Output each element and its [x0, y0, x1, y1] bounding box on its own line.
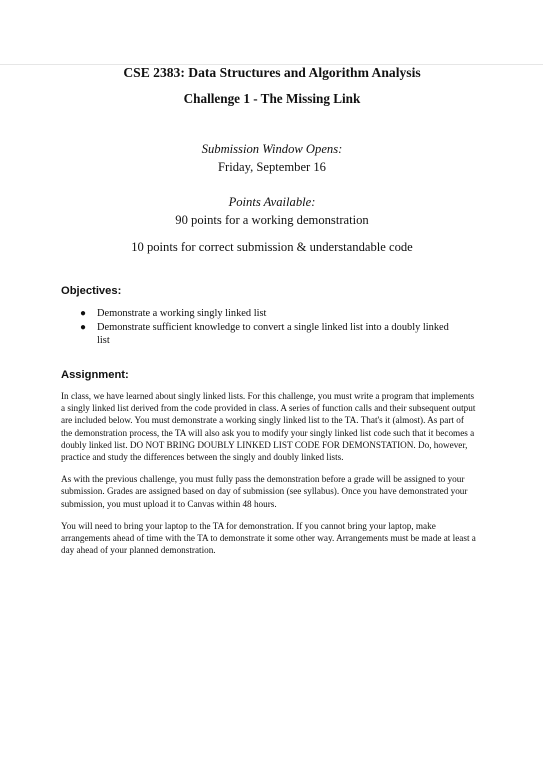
document-title: CSE 2383: Data Structures and Algorithm Analysis	[123, 65, 421, 80]
objective-text: Demonstrate sufficient knowledge to convert a single linked list into a doubly linked list	[97, 322, 449, 346]
objective-text: Demonstrate a working singly linked list	[97, 308, 267, 319]
list-item	[80, 321, 483, 347]
assignment-heading: Assignment:	[61, 369, 129, 381]
page-top-edge	[0, 64, 543, 65]
assignment-paragraph: As with the previous challenge, you must fully pass the demonstration before a grade will be assigned to your submission. Grades are assigned based on day of submission (see syllabus). Once you have demonstrated your submission, you must upload it to Canvas within 48 hours.	[61, 474, 468, 509]
points-available-label: Points Available:	[228, 195, 316, 209]
assignment-paragraph: In class, we have learned about singly linked lists. For this challenge, you must write a program that implements a singly linked list derived from the code provided in class. A series of function calls and their subsequent output are included below. You must demonstrate a working singly linked list to the TA. That's it (almost). As part of the demonstration process, the TA will also ask you to modify your singly linked list code such that it becomes a doubly linked list. DO NOT BRING DOUBLY LINKED LIST CODE FOR DEMONSTATION. Do, however, practice and study the differences between the singly and doubly linked lists.	[61, 391, 476, 463]
document-header	[61, 64, 483, 255]
objectives-heading: Objectives:	[61, 285, 122, 297]
bullet-icon: ●	[80, 308, 87, 319]
submission-window-date: Friday, September 16	[218, 160, 326, 174]
list-item	[80, 307, 483, 320]
points-demo-text: 90 points for a working demonstration	[175, 213, 369, 227]
objectives-list	[61, 307, 483, 347]
assignment-paragraph: You will need to bring your laptop to the TA for demonstration. If you cannot bring your laptop, make arrangements ahead of time with the TA to demonstrate it some other way. Arrangements must be made at least a day ahead of your planned demonstration.	[61, 520, 476, 556]
points-submission-text: 10 points for correct submission & understandable code	[131, 240, 413, 254]
submission-window-label: Submission Window Opens:	[201, 142, 343, 156]
document-subtitle: Challenge 1 - The Missing Link	[183, 91, 361, 106]
bullet-icon: ●	[80, 322, 87, 333]
document-page	[0, 64, 543, 764]
